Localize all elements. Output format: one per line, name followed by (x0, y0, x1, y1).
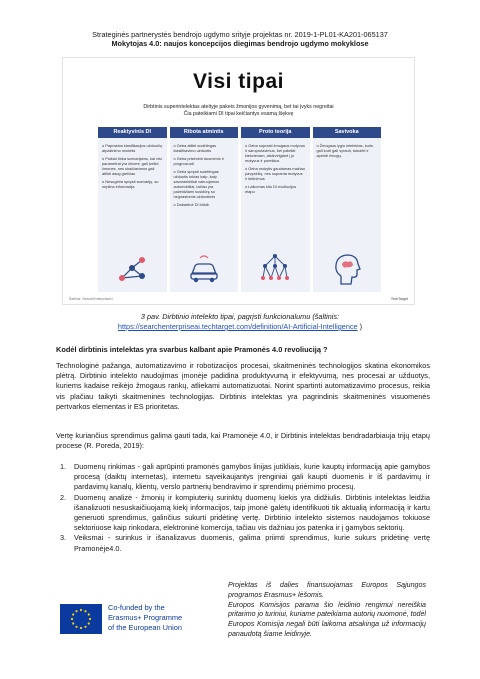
eu-star (71, 618, 73, 620)
column-bullet: o Geba atlikti sudėtingas klasifikavimo užduotis (173, 143, 217, 153)
list-item (56, 493, 430, 534)
list-item (56, 462, 430, 493)
source-link[interactable]: https://searchenterpriseai.techtarget.com/definition/AI-Artificial-Intelligence (117, 322, 358, 331)
neural-tree-icon (257, 252, 293, 286)
list-item (56, 533, 430, 553)
figure-subtitle-line-2: Čia pateikiami DI tipai keičiantys esamą šiękvę (183, 111, 294, 117)
column-bullet: o Laikomas kitu DI evoliucijos etapu (245, 184, 297, 194)
funding-disclaimer (228, 581, 426, 640)
column-bullet: o Puikiai tinka scenarijams, kai visi parametrai yra žinomi; gali įveikti žmones, nes skaičiavimus gali atlikti daug greičiau (102, 156, 162, 176)
eu-flag-logo (60, 604, 102, 634)
paragraph-2: Vertę kuriančius sprendimus galima gauti tada, kai Pramonėje 4.0, ir Dirbtinis intelektas bendradarbiauja trijų etapų procese (R. Poreda, 2019): (56, 431, 430, 451)
column-bullet: o Geba mokytis gaudamas mažiau pavyzdžių, nes supranta motyvus ir ketinimus (245, 166, 305, 181)
column-heading: Ribota atmintis (170, 127, 239, 138)
source-tail: ) (357, 322, 363, 331)
column-heading: Savivoka (313, 127, 382, 138)
figure-columns (98, 127, 381, 292)
network-nodes-icon (114, 252, 150, 286)
column-body (313, 138, 382, 166)
column-bullet: o Geba suprasti žmogaus motyvus ir samprotavimus, bei pateikti kiekvienam, atsižvelgiant į jo motyvus ir poreikius (245, 143, 305, 163)
eu-star (88, 622, 90, 624)
list-text: Duomenų analizė - žmonių ir kompiuterių surinktų duomenų kiekis yra didžiulis. Dirbtinis intelektas leidžia išanalizuoti nesuskaičiuojamą kiekį informacijos, taip įmonė galėtų identifikuoti tik aktualią informaciją ir kartu generuoti sprendimus, galinčius sukurti pridėtinę vertę. Dirbtinio intelekto sistemos naudojamos tokiuose sektoriuose kaip rinkodara, elektroninė komercija, tačiau vis dažniau jos patenka ir į gamybos sektorių. (74, 492, 430, 533)
figure-footer-source: Šaltinis: SearchEnterpriseAI (69, 297, 113, 301)
figure-subtitle (93, 104, 384, 118)
eu-line-3: of the European Union (108, 623, 182, 632)
column-bullet: o Geba spręsti sudėtingas užduotis tokias kaip, kaip savarankiškai vairuojamos automobiliai, tačiau yra pažeidžiami susidūrę su neįprastomis užduotimis (173, 169, 220, 199)
column-bullet: o Žmogaus lygio intelektas, kuris gali kurti gali vyrauti, tobulėti ir apeinti žmogų. (316, 143, 373, 158)
column-theory-of-mind (241, 127, 310, 292)
header-title: Mokytojas 4.0: naujos koncepcijos diegimas bendrojo ugdymo mokyklose (111, 39, 369, 48)
car-icon (186, 252, 222, 286)
column-bullet: o Dabartinė DI būklė. (173, 202, 211, 207)
list-text: Duomenų rinkimas - gali aprūpinti pramonės gamybos linijas jutikliais, kurie kauptų informaciją apie gamybos procesą (daiktų internetas), internetu sąveikaujantys įrenginiai gali kaupti duomenis ir iš pardavimų ir pardavimų kanalų, klientų, verslo partnerių bendravimo ir sprendimų priėmimo procesų. (74, 462, 430, 492)
column-heading: Reaktyvinis DI (98, 127, 167, 138)
figure-caption: 3 pav. Dirbtinio intelekto tipai, pagrįsti funkcionalumu (šaltinis: (140, 312, 340, 321)
column-body (170, 138, 239, 215)
column-self-awareness (313, 127, 382, 292)
eu-star (84, 626, 86, 628)
column-reactive-ai (98, 127, 167, 292)
brain-head-icon (329, 252, 365, 286)
list-number: 2. (60, 492, 67, 502)
figure-subtitle-line-1: Dirbtinis superintelektas ateityje pakeis žmonijos gyvenimą, bet tai įvyks negreitai (143, 104, 334, 110)
eu-star (80, 627, 82, 629)
column-heading: Proto teorija (241, 127, 310, 138)
eu-star (72, 613, 74, 615)
figure-source (0, 322, 480, 332)
eu-star (75, 626, 77, 628)
eu-cofunding-text (108, 603, 204, 633)
funding-line-2: Europos Komisijos parama šio leidinio rengimui nereiškia pritarimo jo turiniui, kuriame pateikiama autorių nuomonė, todėl Europos Komisija negali būti laikoma atsakinga už informacijų panaudotą šiame leidinyje. (228, 600, 426, 638)
eu-star (84, 610, 86, 612)
column-limited-memory (170, 127, 239, 292)
column-bullet: o Geba prisiminti duomenis ir prognozuoti (173, 156, 224, 166)
eu-star (89, 618, 91, 620)
paragraph-1: Technologinė pažanga, automatizavimo ir robotizacijos procesai, skaitmeninės technologijos skatina ekonomikos plėtrą. Dirbtinio intelekto naudojimas įmonėje padidina produktyvumą ir efektyvumą, nes procesai ar užduotys, kuriems kadaise reikėjo žmogaus rankų, atliekami automatizuotai. Norint spartinti automatizavimo procesus, reikia vis plačiau taikyti skaitmenines technologijas. Dirbtinis intelektas yra pagrindinis skaitmeninės visuomenės pertvarkos elementas ir ES prioritetas. (56, 361, 430, 411)
figure-footer-brand: TechTarget (390, 297, 408, 301)
eu-star (75, 610, 77, 612)
section-heading: Kodėl dirbtinis intelektas yra svarbus kalbant apie Pramonės 4.0 revoliuciją ? (56, 345, 328, 354)
figure-title: Visi tipai (193, 70, 284, 93)
column-body (241, 138, 310, 202)
eu-stars-icon (60, 604, 102, 634)
funding-line-1: Projektas iš dalies finansuojamas Europos Sąjungos programos Erasmus+ lėšomis. (228, 581, 426, 599)
ai-types-figure (62, 57, 415, 305)
column-bullet: o Paprastos klasifikacijos užduočių atpažinimo modelis (102, 143, 163, 153)
list-text: Veiksmai - surinkus ir išanalizavus duomenis, galima priimti sprendimus, kurie sukurs pridėtinę vertę Pramonėje4.0. (74, 533, 430, 553)
eu-star (88, 613, 90, 615)
column-bullet: o Nesugeba spręsti scenarijų, su nepilna informacija (102, 179, 159, 189)
list-number: 1. (60, 462, 67, 471)
eu-line-1: Co-funded by the (108, 603, 165, 612)
eu-line-2: Erasmus+ Programme (108, 613, 183, 622)
column-body (98, 138, 167, 197)
stages-list (56, 462, 430, 554)
header-project-line: Strateginės partnerystės bendrojo ugdymo srityje projektas nr. 2019-1-PL01-KA201-065137 (92, 30, 388, 39)
eu-star (80, 609, 82, 611)
list-number: 3. (60, 533, 67, 543)
eu-star (72, 622, 74, 624)
